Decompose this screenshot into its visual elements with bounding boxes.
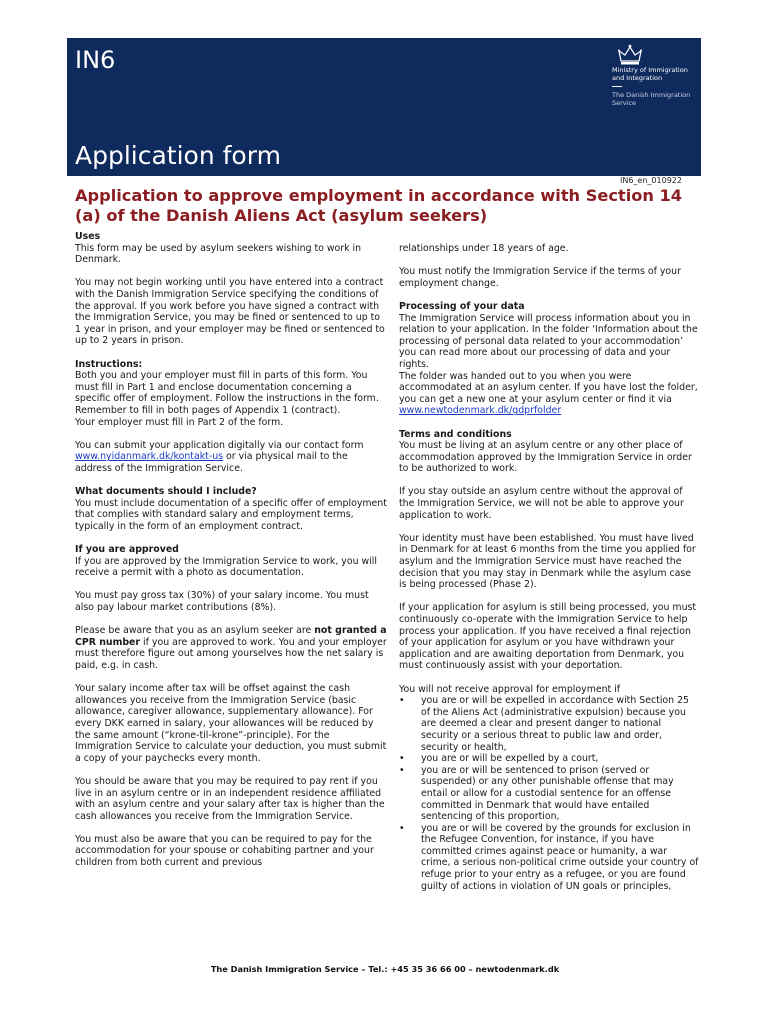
- identity-text: Your identity must have been established. You must have lived in Denmark for at least 6 months from the time you applied for asylum and the Immigration Service must have reached the decision that you may stay in Denmark while the asylum case is being processed (Phase 2).: [399, 532, 696, 591]
- instructions-text: Both you and your employer must fill in parts of this form. You must fill in Part 1 and enclose documentation concerning a specific offer of employment. Follow the instructions in the form. Remember to fill in both pages of Appendix 1 (contract).: [75, 370, 379, 416]
- submit-paragraph: [75, 440, 387, 475]
- notify-text: You must notify the Immigration Service if the terms of your employment change.: [399, 266, 681, 289]
- folder-paragraph: [399, 371, 699, 417]
- processing-text: The Immigration Service will process information about you in relation to your application. In the folder ‘Information about the processing of personal data related to your accommodation’ you can read more about our processing of data and your rights.: [399, 312, 698, 370]
- documents-text: You must include documentation of a specific offer of employment that complies with standard salary and employment terms, typically in the form of an employment contract.: [75, 497, 387, 532]
- submit-text-pre: You can submit your application digitally via our contact form: [75, 439, 364, 451]
- offset-text: Your salary income after tax will be offset against the cash allowances you receive from the Immigration Service (basic allowance, caregiver allowance, supplementary allowance). For every DKK earned in salary, your allowances will be reduced by the same amount (“krone-til-krone”-principle). For the Immigration Service to calculate your deduction, you must submit a copy of your paychecks every month.: [75, 683, 387, 764]
- list-item-text: you are or will be sentenced to prison (served or suspended) or any other punishable offense that may entail or allow for a custodial sentence for an offense committed in Denmark that would have entailed sentencing of this proportion,: [421, 764, 674, 823]
- asylum-processing-text: If your application for asylum is still being processed, you must continuously co-operate with the Immigration Service to help process your application. If you have received a final rejection of your application for asylum or you have withdrawn your application and are awaiting deportation from Denmark, you must continuously assist with your deportation.: [399, 602, 697, 672]
- submit-text-post: or via physical mail to the address of the Immigration Service.: [75, 451, 348, 474]
- bullet-icon: •: [399, 764, 405, 776]
- cpr-text-pre: Please be aware that you as an asylum seeker are: [75, 625, 315, 637]
- documents-heading: What documents should I include?: [75, 486, 257, 498]
- royal-crown-logo: [615, 44, 645, 66]
- gdpr-folder-link[interactable]: www.newtodenmark.dk/gdprfolder: [399, 405, 562, 417]
- instructions-heading: Instructions:: [75, 358, 143, 370]
- divider: [612, 86, 622, 87]
- uses-heading: Uses: [75, 231, 101, 242]
- form-code: IN6: [75, 46, 116, 74]
- left-column: [75, 231, 387, 880]
- list-item-text: you are or will be expelled in accordance with Section 25 of the Aliens Act (administrative expulsion) because you are deemed a clear and present danger to national security or a serious threat to public law and order, security or health,: [421, 695, 690, 753]
- not-begin-text: You may not begin working until you have entered into a contract with the Danish Immigration Service specifying the conditions of the approval. If you work before you have signed a contract with the Immigration Service, you may be fined or sentenced to up to 1 year in prison, and your employer may be fined or sentenced to up to 2 years in prison.: [75, 277, 385, 347]
- page-footer: The Danish Immigration Service – Tel.: +45 35 36 66 00 – newtodenmark.dk: [210, 964, 560, 974]
- document-headline: Application to approve employment in accordance with Section 14 (a) of the Danish Aliens Act (asylum seekers): [75, 186, 683, 225]
- list-item-text: you are or will be expelled by a court,: [421, 753, 599, 765]
- cpr-text-bold: not granted a CPR number: [75, 625, 387, 648]
- processing-heading: Processing of your data: [399, 300, 525, 312]
- exclusion-list: [399, 695, 699, 892]
- list-item-text: you are or will be covered by the grounds for exclusion in the Refugee Convention, for instance, if you have committed crimes against peace or humanity, a war crime, a serious non-political crime outside your country of refuge prior to your entry as a refugee, or you are found guilty of actions in violation of UN goals or principles,: [421, 822, 699, 892]
- form-id: IN6_en_010922: [620, 176, 682, 185]
- service-label: The Danish Immigration Service: [612, 91, 691, 107]
- terms-text: You must be living at an asylum centre or any other place of accommodation approved by the Immigration Service in order to be authorized to work.: [399, 440, 692, 475]
- instructions-text-employer: Your employer must fill in Part 2 of the form.: [75, 416, 284, 428]
- list-item: [399, 823, 699, 893]
- header-banner: [67, 38, 701, 176]
- list-item: [399, 765, 699, 823]
- terms-heading: Terms and conditions: [399, 428, 512, 440]
- folder-text-pre: The folder was handed out to you when you were accommodated at an asylum center. If you have lost the folder, you can get a new one at your asylum center or find it via: [399, 370, 698, 405]
- outside-text: If you stay outside an asylum centre without the approval of the Immigration Service, we will not be able to approve your application to work.: [399, 486, 684, 521]
- ministry-label: Ministry of Immigration and Integration: [612, 66, 688, 82]
- tax-text: You must pay gross tax (30%) of your salary income. You must also pay labour market contributions (8%).: [75, 590, 369, 613]
- list-item: [399, 695, 699, 753]
- approved-heading: If you are approved: [75, 544, 179, 556]
- rent-text: You should be aware that you may be required to pay rent if you live in an asylum centre or in an independent residence affiliated with an asylum centre and your salary after tax is higher than the cash allowances you receive from the Immigration Service.: [75, 775, 385, 822]
- cpr-paragraph: [75, 625, 387, 671]
- accommodation-text: You must also be aware that you can be required to pay for the accommodation for your spouse or cohabiting partner and your children from both current and previous: [75, 833, 374, 869]
- contact-form-link[interactable]: www.nyidanmark.dk/kontakt-us: [75, 451, 224, 463]
- approved-text: If you are approved by the Immigration Service to work, you will receive a permit with a photo as documentation.: [75, 555, 377, 579]
- bullet-icon: •: [399, 822, 405, 834]
- uses-text: This form may be used by asylum seekers wishing to work in Denmark.: [75, 242, 362, 266]
- right-column: [399, 243, 699, 892]
- ministry-name: [612, 66, 700, 107]
- relationships-text: relationships under 18 years of age.: [399, 243, 569, 254]
- cpr-text-post: if you are approved to work. You and your employer must therefore figure out among yourselves how the net salary is paid, e.g. in cash.: [75, 636, 387, 671]
- bullet-icon: •: [399, 753, 405, 765]
- not-receive-text: You will not receive approval for employment if: [399, 683, 621, 695]
- list-item: [399, 753, 699, 765]
- bullet-icon: •: [399, 695, 405, 707]
- application-form-title: Application form: [75, 141, 281, 170]
